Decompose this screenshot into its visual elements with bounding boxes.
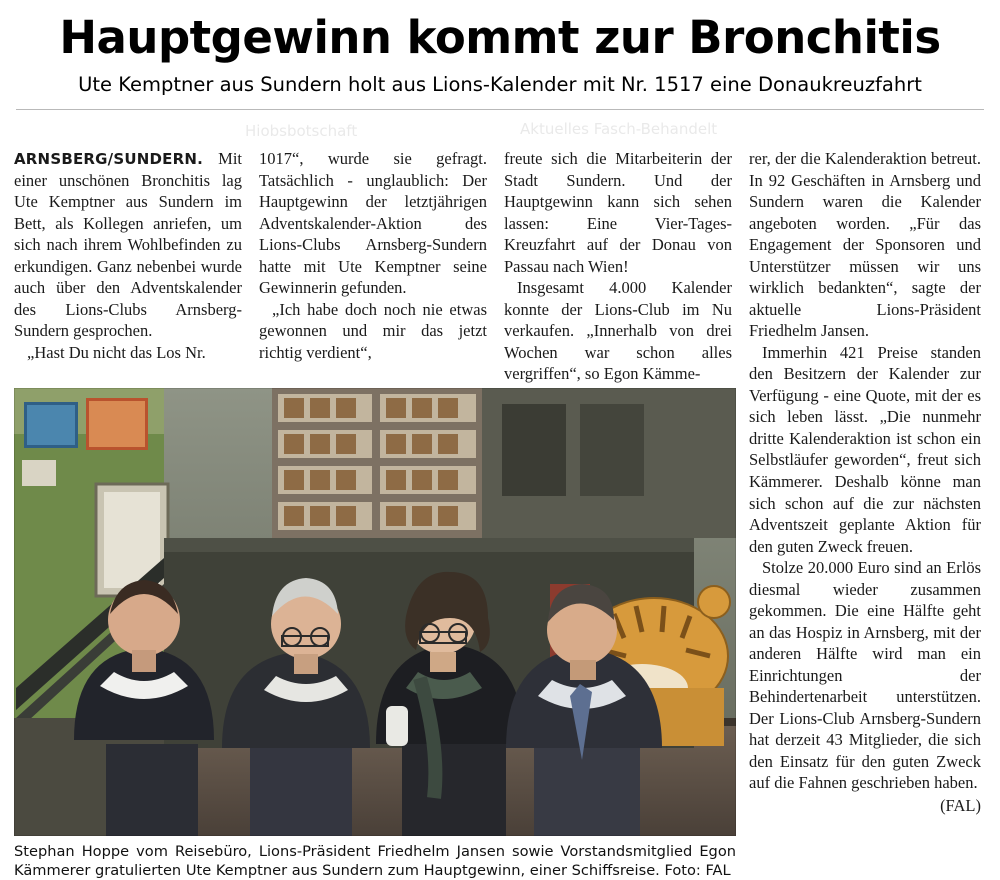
column-2-paragraph-2: „Ich habe doch noch nie etwas gewonnen und mir das jetzt richtig verdient“, [259,299,487,362]
column-4-paragraph-1: rer, der die Kalenderaktion betreut. In 92 Geschäften in Arnsberg und Sundern waren die Kalender angeboten worden. „Für das Engagement der Sponsoren und Unterstützer müssen wir uns wirklich bedankten“, sagte der aktuelle Lions-Präsident Friedhelm Jansen. [749,149,981,341]
column-1-paragraph-2: „Hast Du nicht das Los Nr. [27,342,206,362]
photo-illustration [14,388,736,836]
column-3 [504,148,732,385]
ghost-text-left: Hiobsbotschaft [245,122,358,140]
photo-credit: Foto: FAL [664,861,731,879]
column-2-paragraph-1: 1017“, wurde sie gefragt. Tatsächlich - unglaublich: Der Hauptgewinn der letztjährigen Adventskalender-Aktion des Lions-Clubs Arnsberg-Sundern hatte mit Ute Kemptner seine Gewinnerin gefunden. [259,149,487,298]
column-3-paragraph-1: freute sich die Mitarbeiterin der Stadt Sundern. Und der Hauptgewinn kann sich sehen lassen: Eine Vier-Tages-Kreuzfahrt auf der Donau von Passau nach Wien! [504,149,732,276]
column-3-paragraph-2: Insgesamt 4.000 Kalender konnte der Lions-Club im Nu verkaufen. „Innerhalb von drei Wochen war schon alles vergriffen“, so Egon Kämme- [504,278,732,384]
ghost-text-mid: Aktuelles Fasch-Behandelt [520,120,718,138]
group-photo-prize-handover [14,388,736,836]
page-title: Hauptgewinn kommt zur Bronchitis [59,11,941,64]
photo-caption [14,843,736,880]
photo-block [14,388,736,880]
column-1-paragraph-1: Mit einer unschönen Bronchitis lag Ute Kemptner aus Sundern im Bett, als Kollegen anriefen, um sich nach ihrem Wohlbefinden zu erkundigen. Ganz nebenbei wurde auch über den Adventskalender des Lions-Clubs Arnsberg-Sundern gesprochen. [14,149,242,341]
author-signature: (FAL) [940,795,981,815]
column-4 [749,148,981,816]
dateline: ARNSBERG/SUNDERN. [14,150,203,168]
column-4-paragraph-2: Immerhin 421 Preise standen den Besitzern der Kalender zur Verfügung - eine Quote, mit der es sich leben lässt. „Die nunmehr dritte Kalenderaktion ist schon ein Selbstläufer geworden“, freut sich Kämmerer. Deshalb könne man sich schon auf die zur nächsten Adventszeit geplante Aktion für den guten Zweck freuen. [749,342,981,556]
header-divider [16,109,984,110]
top-columns [14,148,736,385]
column-1 [14,148,242,363]
photo-caption-text: Stephan Hoppe vom Reisebüro, Lions-Präsident Friedhelm Jansen sowie Vorstandsmitglied Egon Kämmerer gratulierten Ute Kemptner aus Sundern zum Hauptgewinn, einer Schiffsreise. [14,843,736,879]
column-2 [259,148,487,363]
page-subtitle: Ute Kemptner aus Sundern holt aus Lions-Kalender mit Nr. 1517 eine Donaukreuzfahrt [78,73,922,97]
dateline-paragraph [14,148,242,342]
column-4-paragraph-3: Stolze 20.000 Euro sind an Erlös diesmal wieder zusammen gekommen. Die eine Hälfte geht an das Hospiz in Arnsberg, mit der anderen Hälfte wird man ein Einrichtungen der Behindertenarbeit unterstützen. Der Lions-Club Arnsberg-Sundern hat derzeit 43 Mitglieder, die sich den Einsatz für den guten Zweck auf die Fahnen geschrieben haben. [749,558,981,793]
